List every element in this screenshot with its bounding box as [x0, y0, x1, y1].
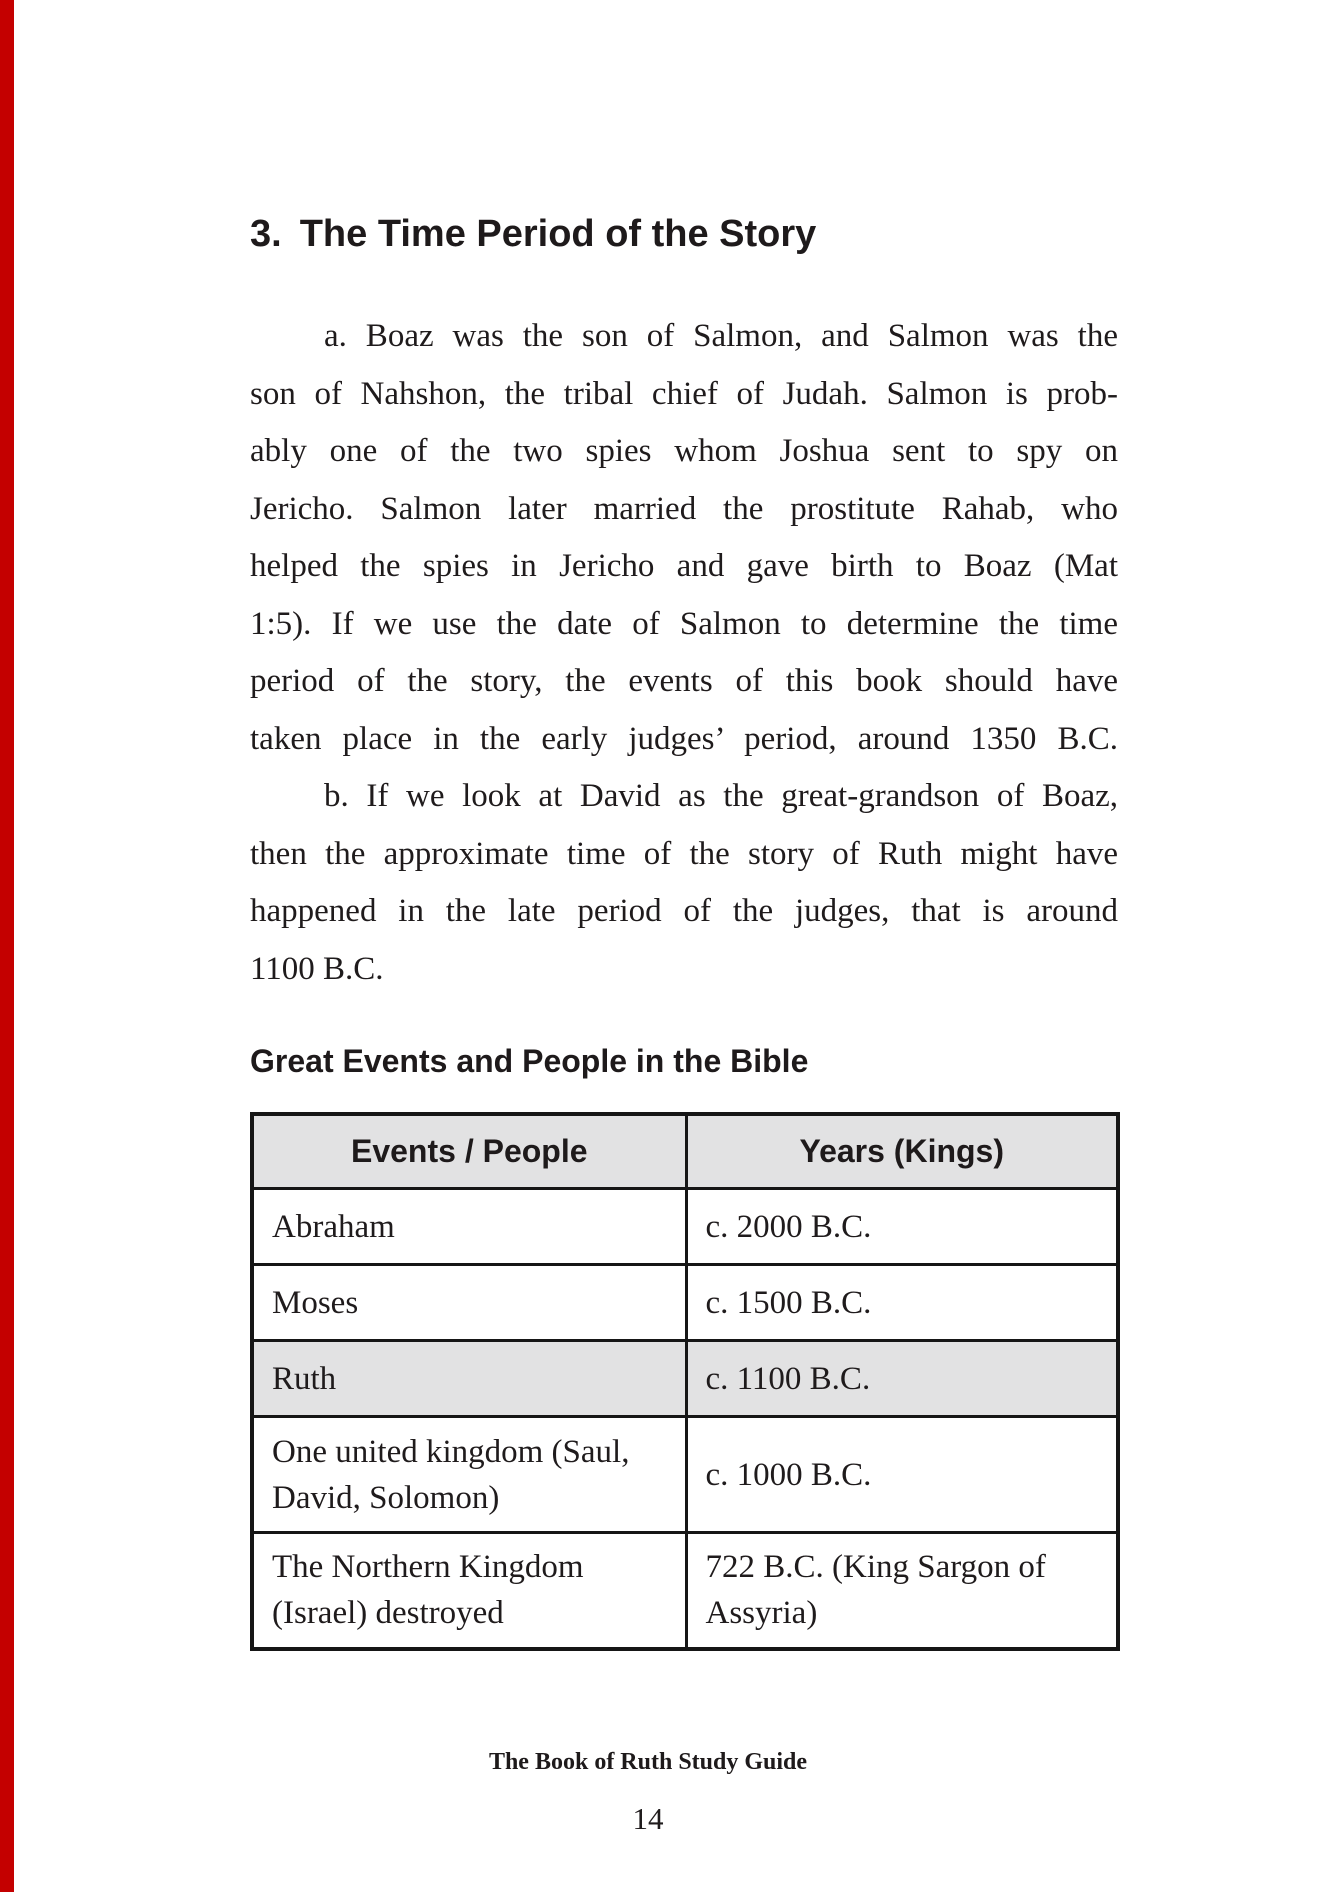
year-cell-line: 722 B.C. (King Sargon of [705, 1549, 1046, 1586]
event-cell [252, 1265, 686, 1341]
page-edge-stripe [0, 0, 14, 1892]
paragraph-2-line: then the approximate time of the story of Ruth might have [250, 835, 1118, 872]
paragraph-1-line: taken place in the early judges’ period, around 1350 B.C. [250, 720, 1118, 757]
event-cell [252, 1341, 686, 1417]
event-cell-line: The Northern Kingdom [272, 1549, 584, 1586]
year-cell [686, 1265, 1118, 1341]
year-cell-line: c. 1100 B.C. [705, 1360, 871, 1397]
paragraph-1-line: helped the spies in Jericho and gave birth to Boaz (Mat [250, 548, 1118, 584]
year-cell [686, 1417, 1118, 1533]
paragraph-1-line: ably one of the two spies whom Joshua sent to spy on [250, 433, 1118, 469]
event-cell-line: Moses [272, 1284, 359, 1321]
paragraph-2-line: 1100 B.C. [250, 950, 384, 987]
body-paragraphs [250, 308, 1118, 998]
table-header-events: Events / People [252, 1114, 686, 1189]
section-number: 3. [250, 213, 282, 255]
table-title: Great Events and People in the Bible [250, 1043, 809, 1079]
events-table [250, 1112, 1120, 1651]
paragraph-2-line: happened in the late period of the judges, that is around [250, 893, 1118, 929]
event-cell-line: (Israel) destroyed [272, 1595, 504, 1632]
table-header-row [252, 1114, 1118, 1189]
year-cell-line: c. 2000 B.C. [705, 1208, 872, 1245]
page-content [250, 0, 1118, 1837]
page-number: 14 [632, 1800, 664, 1836]
event-cell-line: Ruth [272, 1360, 337, 1397]
event-cell [252, 1189, 686, 1265]
paragraph-1-line: Jericho. Salmon later married the prostitute Rahab, who [250, 490, 1118, 527]
section-title: The Time Period of the Story [299, 213, 817, 255]
event-cell-line: One united kingdom (Saul, [272, 1433, 630, 1470]
paragraph-1-line: 1:5). If we use the date of Salmon to determine the time [250, 605, 1118, 642]
page-footer [214, 1747, 1082, 1837]
paragraph-1-line: a. Boaz was the son of Salmon, and Salmon was the [324, 318, 1118, 354]
event-cell [252, 1533, 686, 1649]
year-cell [686, 1533, 1118, 1649]
footer-book-title: The Book of Ruth Study Guide [488, 1748, 808, 1775]
table-row [252, 1189, 1118, 1265]
year-cell-line: c. 1000 B.C. [705, 1456, 872, 1493]
event-cell-line: Abraham [272, 1208, 395, 1245]
paragraph-1-line: son of Nahshon, the tribal chief of Judah. Salmon is prob- [250, 375, 1118, 412]
table-header-years: Years (Kings) [686, 1114, 1118, 1189]
year-cell-line: c. 1500 B.C. [705, 1284, 872, 1321]
table-row [252, 1341, 1118, 1417]
table-row [252, 1533, 1118, 1649]
event-cell-line: David, Solomon) [272, 1479, 500, 1516]
paragraph-2-line: b. If we look at David as the great-grandson of Boaz, [324, 778, 1118, 814]
paragraph-1-line: period of the story, the events of this book should have [250, 663, 1118, 699]
section-heading [250, 212, 1118, 256]
table-row [252, 1265, 1118, 1341]
year-cell [686, 1189, 1118, 1265]
event-cell [252, 1417, 686, 1533]
year-cell [686, 1341, 1118, 1417]
year-cell-line: Assyria) [705, 1595, 818, 1632]
table-row [252, 1417, 1118, 1533]
